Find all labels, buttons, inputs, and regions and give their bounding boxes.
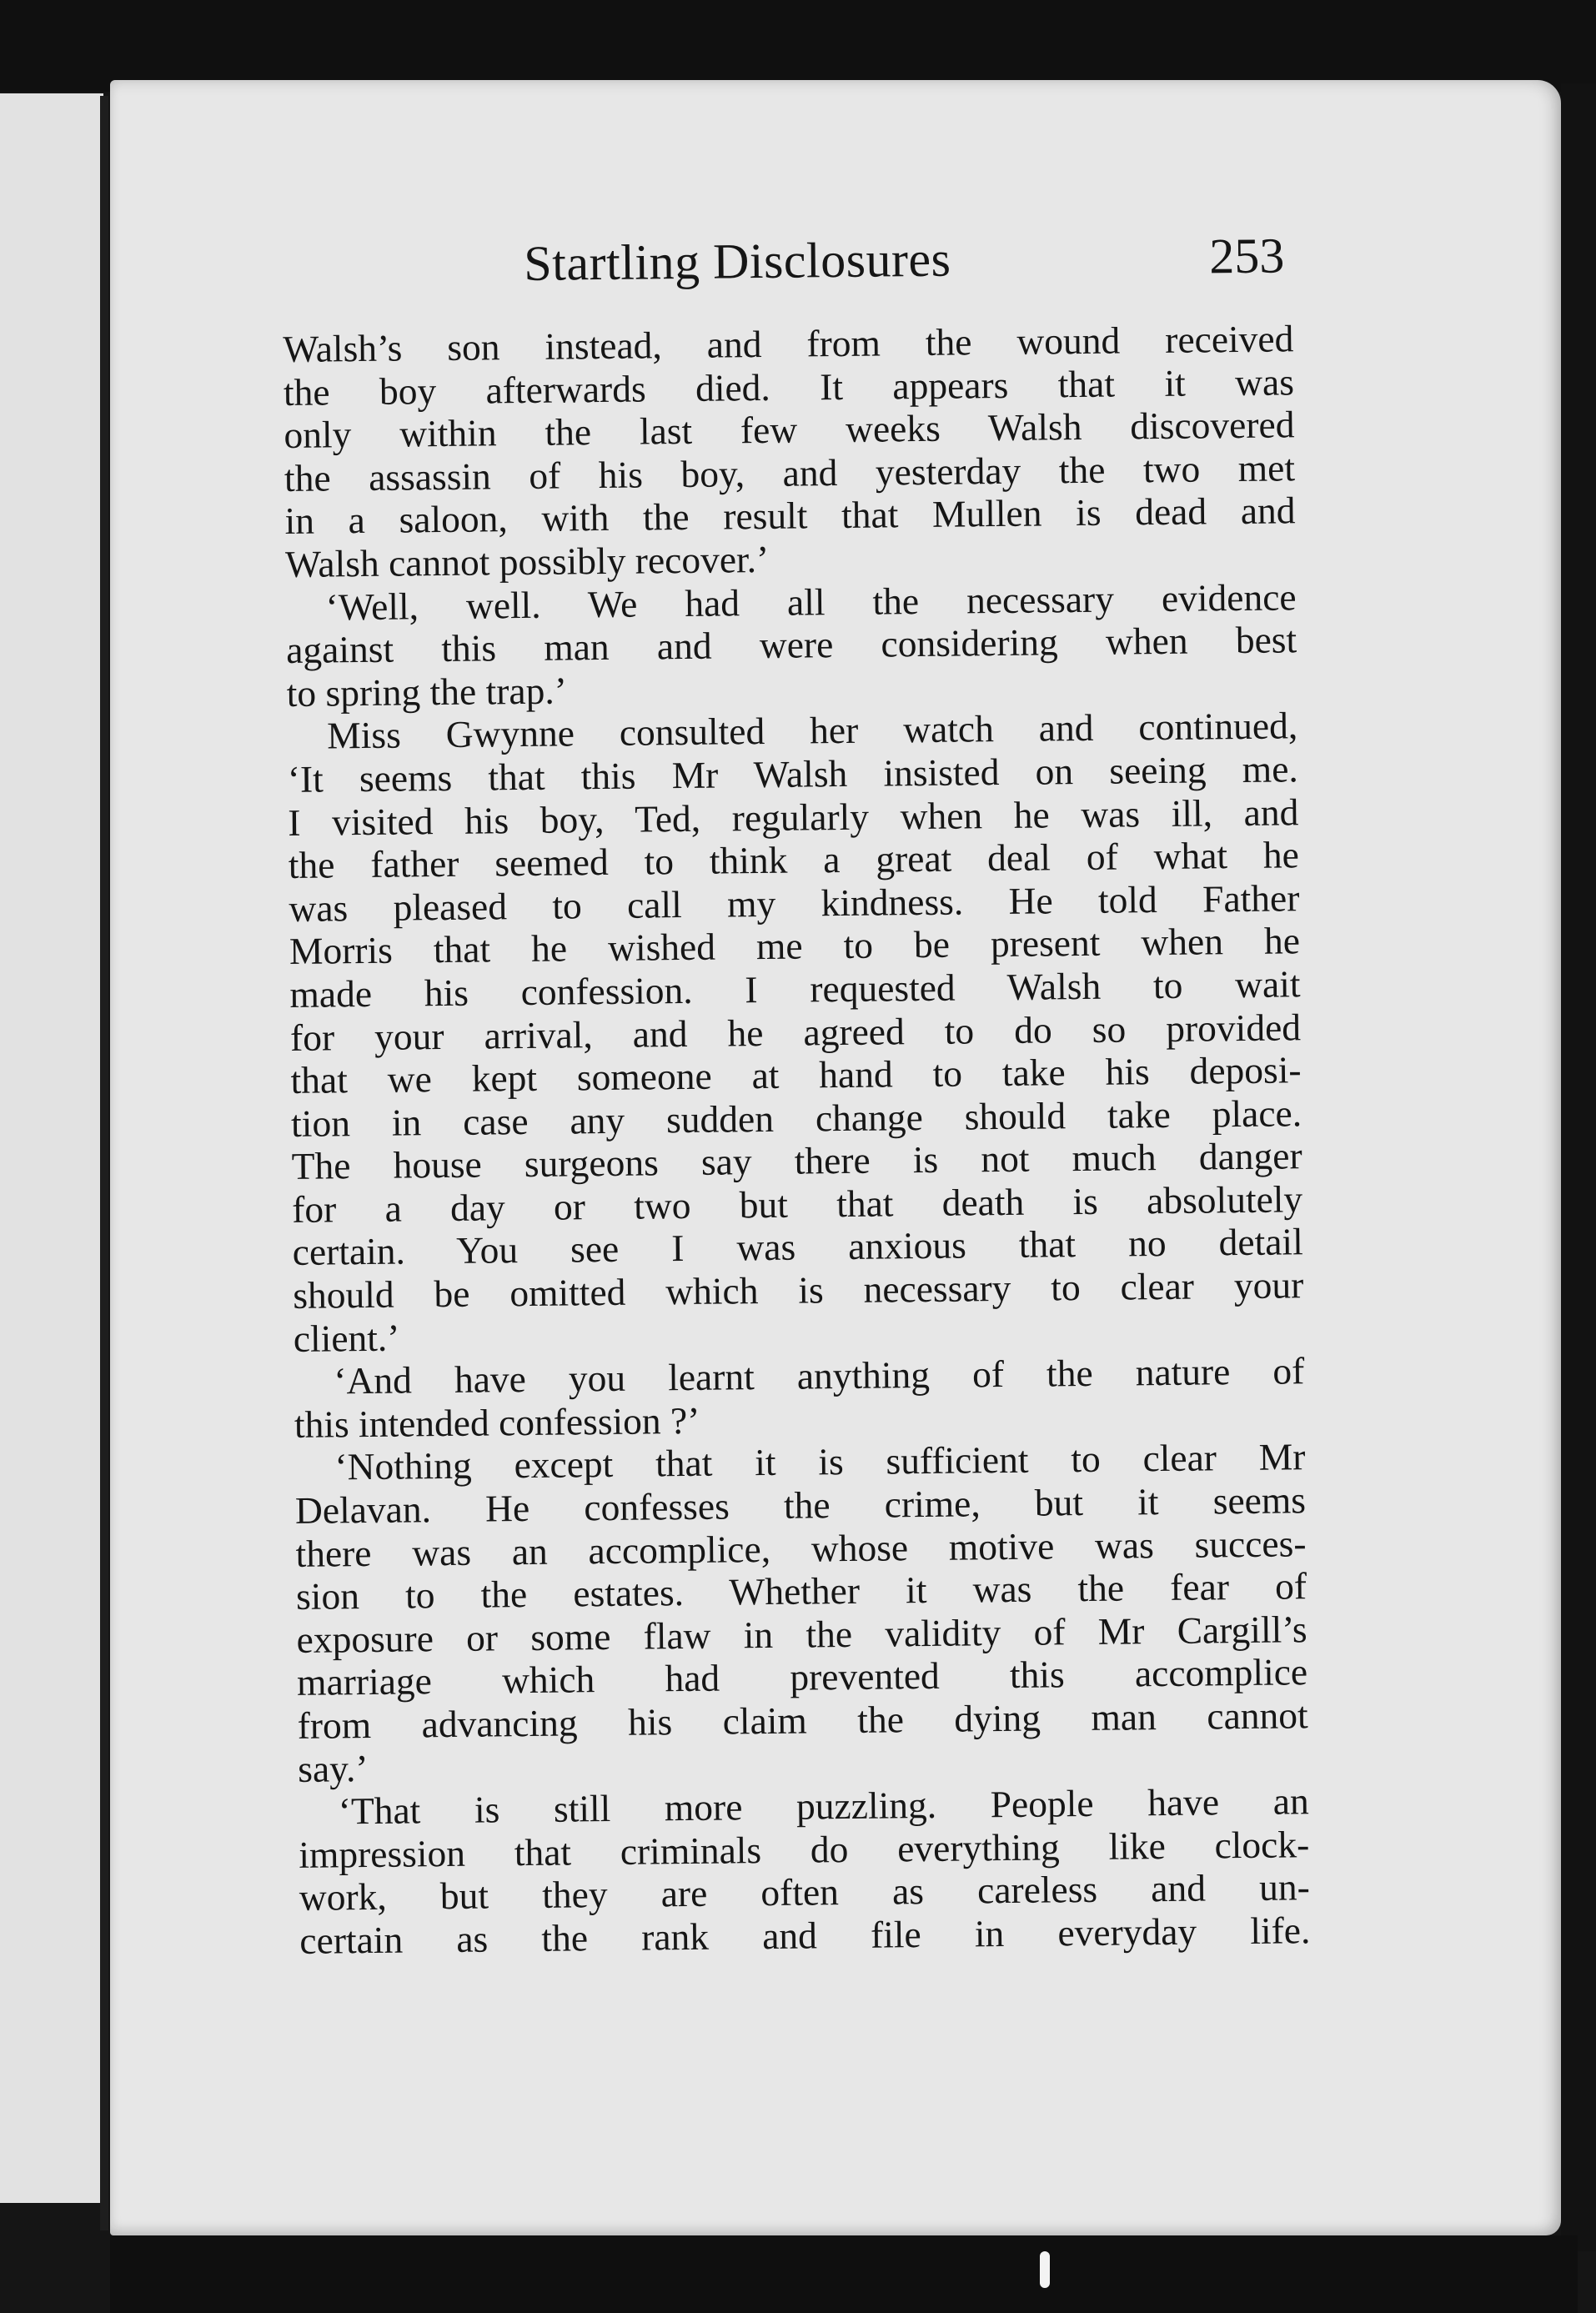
text-line: client.’ bbox=[293, 1316, 400, 1360]
text-line: impression that criminals do everything like clock- bbox=[299, 1822, 1310, 1876]
binding-gutter bbox=[100, 96, 108, 2230]
text-line: The house surgeons say there is not much danger bbox=[291, 1134, 1302, 1188]
text-line: exposure or some flaw in the validity of Mr Cargill’s bbox=[296, 1608, 1307, 1661]
text-line: from advancing his claim the dying man cannot bbox=[297, 1693, 1308, 1747]
running-title: Startling Disclosures bbox=[523, 231, 951, 291]
text-line: the assassin of his boy, and yesterday the two met bbox=[284, 446, 1296, 499]
text-line: sion to the estates. Whether it was the fear of bbox=[295, 1564, 1307, 1618]
facing-page-edge bbox=[0, 93, 103, 2203]
text-line: Morris that he wished me to be present when he bbox=[289, 919, 1301, 973]
text-line: ‘Nothing except that it is sufficient to clear Mr bbox=[334, 1435, 1306, 1488]
text-line: ‘It seems that this Mr Walsh insisted on seeing me. bbox=[287, 747, 1299, 800]
text-line: there was an accomplice, whose motive was succes- bbox=[295, 1521, 1307, 1575]
text-line: work, but they are often as careless and un- bbox=[299, 1865, 1311, 1919]
text-line: in a saloon, with the result that Mullen is dead and bbox=[284, 489, 1296, 543]
text-line: Walsh cannot possibly recover.’ bbox=[284, 537, 770, 585]
scan-right-border bbox=[1561, 83, 1596, 2251]
text-line: I visited his boy, Ted, regularly when he was ill, and bbox=[288, 790, 1299, 844]
text-line: to spring the trap.’ bbox=[286, 669, 568, 715]
text-line: for your arrival, and he agreed to do so provided bbox=[289, 1005, 1302, 1059]
text-line: say.’ bbox=[297, 1746, 369, 1790]
text-line: against this man and were considering when best bbox=[285, 618, 1297, 672]
text-line: this intended confession ?’ bbox=[294, 1398, 700, 1446]
text-line: ‘Well, well. We had all the necessary evidence bbox=[325, 574, 1297, 629]
text-line: certain. You see I was anxious that no detail bbox=[292, 1220, 1303, 1274]
running-header bbox=[282, 227, 1293, 328]
text-line: ‘That is still more puzzling. People have an bbox=[338, 1779, 1309, 1833]
text-line: that we kept someone at hand to take his deposi- bbox=[290, 1048, 1302, 1102]
text-line: was pleased to call my kindness. He told Father bbox=[289, 876, 1300, 930]
text-line: the father seemed to think a great deal of what he bbox=[288, 833, 1300, 887]
page-number: 253 bbox=[1208, 228, 1285, 284]
scan-bottom-border bbox=[110, 2235, 1578, 2313]
text-line: for a day or two but that death is absolutely bbox=[291, 1177, 1303, 1231]
page-text-block bbox=[282, 227, 1311, 1962]
text-line: the boy afterwards died. It appears that it was bbox=[283, 359, 1295, 414]
text-line: should be omitted which is necessary to clear your bbox=[293, 1263, 1304, 1317]
text-line: ‘And have you learnt anything of the nature of bbox=[334, 1349, 1305, 1402]
text-line: only within the last few weeks Walsh discovered bbox=[284, 403, 1295, 457]
body-text bbox=[283, 317, 1310, 1962]
text-line: made his confession. I requested Walsh to wait bbox=[289, 962, 1301, 1016]
scan-top-border bbox=[0, 0, 1596, 92]
text-line: Miss Gwynne consulted her watch and continued, bbox=[326, 704, 1298, 757]
text-line: certain as the rank and file in everyday life. bbox=[299, 1909, 1311, 1962]
text-line: marriage which had prevented this accomplice bbox=[296, 1650, 1308, 1704]
text-line: Delavan. He confesses the crime, but it seems bbox=[294, 1478, 1307, 1532]
text-line: tion in case any sudden change should take place. bbox=[290, 1091, 1302, 1145]
text-line: Walsh’s son instead, and from the wound received bbox=[283, 317, 1294, 370]
stray-mark-bottom bbox=[1040, 2251, 1050, 2288]
